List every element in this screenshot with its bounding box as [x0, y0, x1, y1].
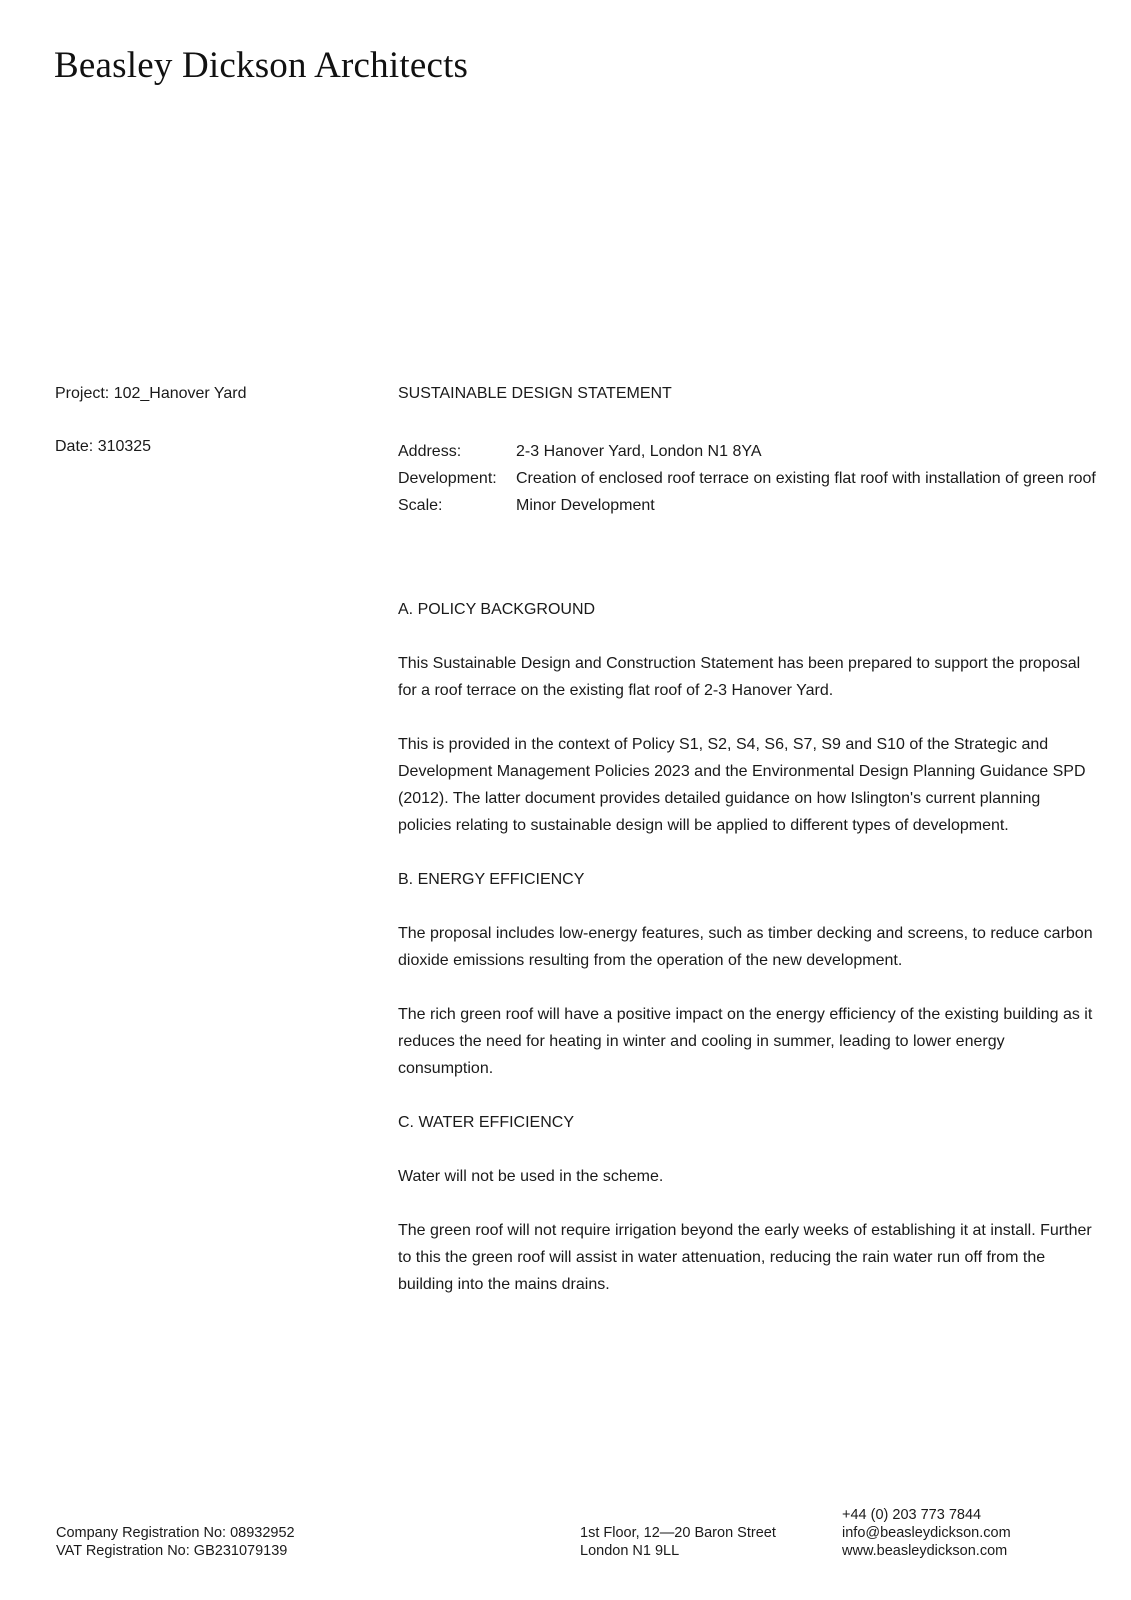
- address-label: Address:: [398, 443, 462, 460]
- address-line-2: London N1 9LL: [580, 1543, 680, 1559]
- address-value: 2-3 Hanover Yard, London N1 8YA: [516, 443, 762, 460]
- development-row: [398, 465, 1098, 492]
- paragraph: The rich green roof will have a positive impact on the energy efficiency of the existing building as it reduces the need for heating in winter and cooling in summer, leading to lower energy consumption.: [398, 1006, 1093, 1077]
- vat-registration: VAT Registration No: GB231079139: [56, 1543, 288, 1559]
- company-logo-wordmark: Beasley Dickson Architects: [54, 45, 469, 86]
- scale-label: Scale:: [398, 497, 443, 514]
- section-policy-background: [398, 596, 1098, 839]
- project-details: [398, 438, 1098, 519]
- company-registration: Company Registration No: 08932952: [56, 1525, 295, 1541]
- paragraph: This Sustainable Design and Construction Statement has been prepared to support the proposal for a roof terrace on the existing flat roof of 2-3 Hanover Yard.: [398, 655, 1081, 699]
- paragraph: This is provided in the context of Policy S1, S2, S4, S6, S7, S9 and S10 of the Strategic and Development Management Policies 2023 and the Environmental Design Planning Guidance SPD (2012). The latter document provides detailed guidance on how Islington's current planning policies relating to sustainable design will be applied to different types of development.: [398, 736, 1086, 834]
- footer-address: [580, 1524, 776, 1560]
- address-line-1: 1st Floor, 12—20 Baron Street: [580, 1525, 776, 1541]
- section-heading: C. WATER EFFICIENCY: [398, 1114, 574, 1131]
- project-label: Project: 102_Hanover Yard: [55, 385, 247, 402]
- footer-contact: [842, 1506, 1011, 1560]
- development-label: Development:: [398, 470, 497, 487]
- paragraph: Water will not be used in the scheme.: [398, 1168, 664, 1185]
- scale-value: Minor Development: [516, 497, 655, 514]
- address-row: [398, 438, 1098, 465]
- section-water-efficiency: [398, 1109, 1098, 1298]
- development-value: Creation of enclosed roof terrace on existing flat roof with installation of green roof: [516, 470, 1096, 487]
- paragraph: The green roof will not require irrigation beyond the early weeks of establishing it at install. Further to this the green roof will assist in water attenuation, reducing the rain water run off from the building into the mains drains.: [398, 1222, 1092, 1293]
- website-url: www.beasleydickson.com: [842, 1543, 1008, 1559]
- section-energy-efficiency: [398, 866, 1098, 1082]
- document-title: SUSTAINABLE DESIGN STATEMENT: [398, 385, 672, 402]
- footer-registration: [56, 1524, 295, 1560]
- date-label: Date: 310325: [55, 438, 152, 455]
- scale-row: [398, 492, 1098, 519]
- section-heading: A. POLICY BACKGROUND: [398, 601, 596, 618]
- statement-body: [398, 596, 1098, 1325]
- email-address: info@beasleydickson.com: [842, 1525, 1011, 1541]
- paragraph: The proposal includes low-energy features, such as timber decking and screens, to reduce carbon dioxide emissions resulting from the operation of the new development.: [398, 925, 1093, 969]
- phone-number: +44 (0) 203 773 7844: [842, 1507, 982, 1523]
- section-heading: B. ENERGY EFFICIENCY: [398, 871, 585, 888]
